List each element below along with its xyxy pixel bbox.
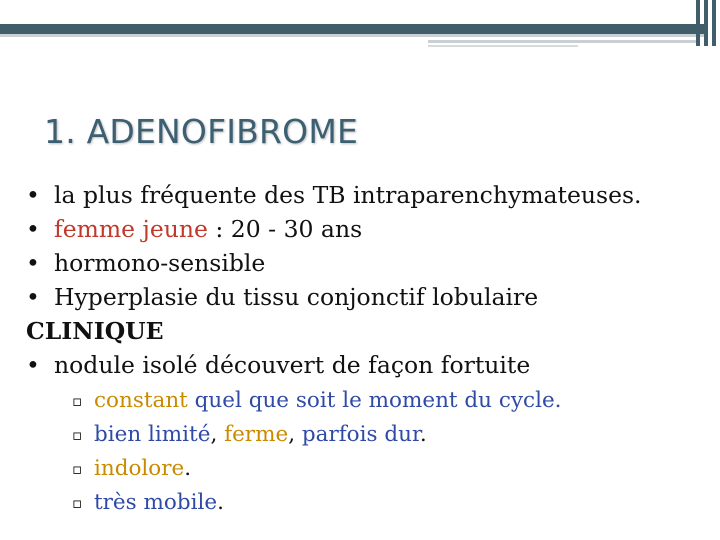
bullet-text: bien limité: [94, 422, 211, 447]
header-accent-bar: [0, 24, 705, 34]
bullet-text: parfois dur: [301, 422, 420, 447]
section-heading: CLINIQUE: [26, 317, 164, 345]
header-rule-2: [428, 45, 578, 47]
bullet-marker: •: [26, 215, 40, 243]
bullet-text: hormono-sensible: [54, 249, 266, 277]
bullet-text: indolore: [94, 456, 185, 481]
bullet-text: nodule isolé découvert de façon fortuite: [54, 351, 531, 379]
bullet-text: quel que soit le moment du cycle.: [194, 388, 562, 413]
bullet-text: .: [217, 490, 224, 515]
bullet-text: : 20 - 30 ans: [207, 215, 363, 243]
bullet-text: .: [184, 456, 192, 481]
bullet-list: [26, 178, 642, 314]
bullet-item: [26, 246, 642, 280]
bullet-marker: •: [26, 249, 40, 277]
bullet-item: [26, 212, 642, 246]
bullet-marker: •: [26, 283, 40, 311]
bullet-marker: •: [26, 351, 40, 379]
bullet-text: femme jeune: [54, 215, 208, 243]
bullet-marker: ▫: [72, 460, 83, 478]
header-rule-1: [428, 40, 696, 43]
sub-bullet-list: [26, 384, 642, 520]
bullet-text: très mobile: [94, 490, 218, 515]
sub-bullet-item: [26, 418, 642, 452]
bullet-marker: ▫: [72, 494, 83, 512]
bullet-text: ,: [288, 422, 302, 447]
header-accent-shadow: [0, 34, 705, 37]
sub-bullet-item: [26, 486, 642, 520]
sub-bullet-item: [26, 452, 642, 486]
bullet-text: Hyperplasie du tissu conjonctif lobulaire: [54, 283, 539, 311]
bullet-item: [26, 348, 642, 382]
bullet-text: ,: [210, 422, 225, 447]
bullet-marker: •: [26, 181, 40, 209]
bullet-text: ferme: [224, 422, 289, 447]
slide-title: 1. ADENOFIBROME: [44, 112, 359, 151]
bullet-item: [26, 178, 642, 212]
top-band: [0, 0, 720, 26]
bullet-item: [26, 280, 642, 314]
corner-stripes: [696, 0, 720, 46]
bullet-text: la plus fréquente des TB intraparenchymateuses.: [54, 181, 642, 209]
sub-bullet-item: [26, 384, 642, 418]
bullet-text: constant: [94, 388, 195, 413]
bullet-text: .: [419, 422, 427, 447]
bullet-marker: ▫: [72, 426, 83, 444]
bullet-marker: ▫: [72, 392, 83, 410]
slide-content: [26, 178, 642, 520]
